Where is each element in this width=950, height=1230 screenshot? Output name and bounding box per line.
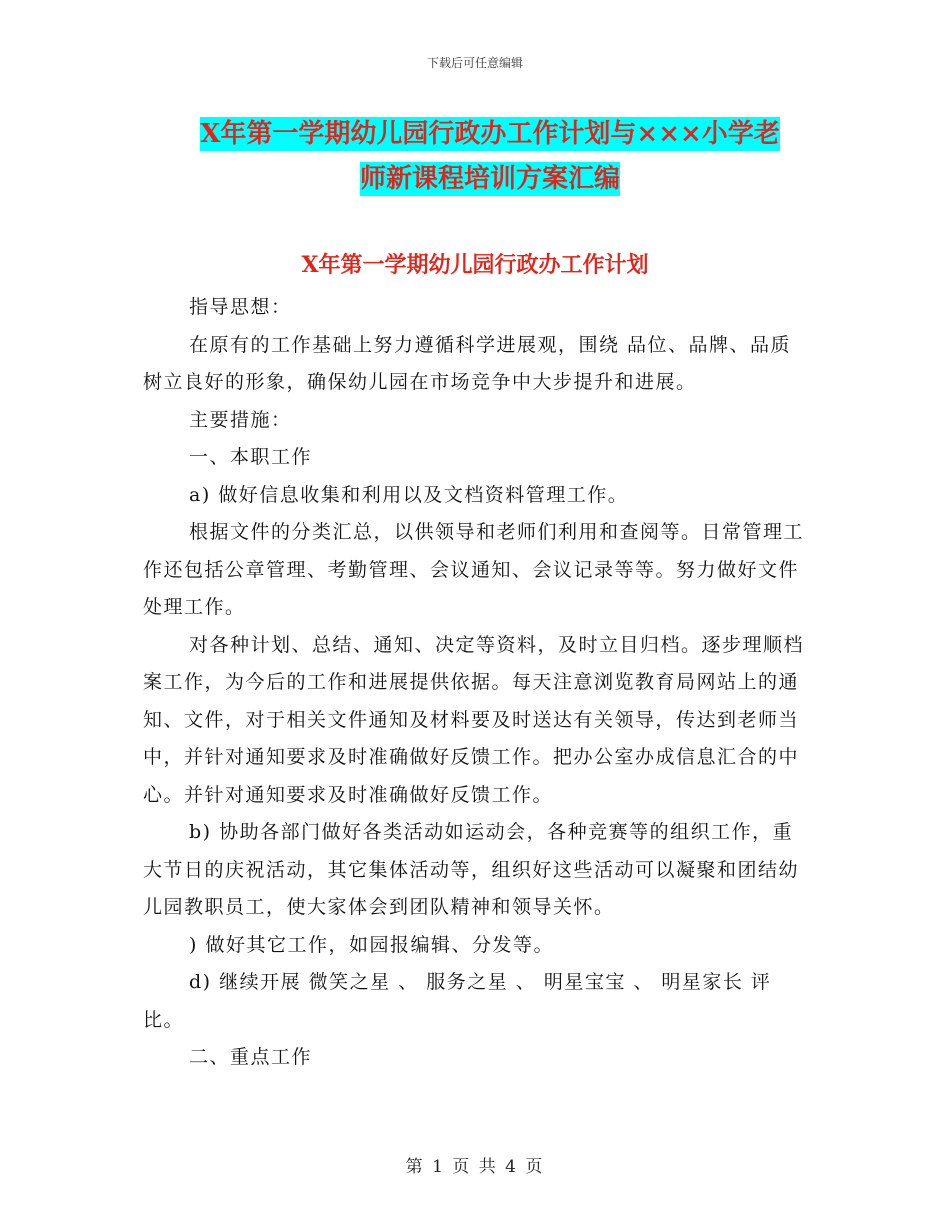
section-title: X年第一学期幼儿园行政办工作计划 [301,252,649,278]
paragraph-section-two: 二、重点工作 [189,1046,313,1068]
page-header-note: 下载后可任意编辑 [426,56,523,70]
document-title [150,112,830,202]
paragraph-item-b: b) 协助各部门做好各类活动如运动会，各种竞赛等的组织工作，重大节日的庆祝活动，其它集体活动等，组织好这些活动可以凝聚和团结幼儿园教职员工，使大家体会到团队精神和领导关怀。 [143,821,800,918]
document-title-line-2: 师新课程培训方案汇编 [359,164,620,194]
paragraph-item-a: a) 做好信息收集和利用以及文档资料管理工作。 [189,483,629,506]
document-body [143,289,807,1077]
paragraph-section-one: 一、本职工作 [189,446,313,468]
paragraph-item-d: d) 继续开展 微笑之星 、 服务之星 、 明星宝宝 、 明星家长 评比。 [143,971,772,1031]
paragraph-measures-heading: 主要措施： [189,408,292,431]
document-title-line-1: X年第一学期幼儿园行政办工作计划与×××小学老 [200,119,780,149]
paragraph-item-c: ) 做好其它工作，如园报编辑、分发等。 [189,933,554,956]
paragraph-filing: 根据文件的分类汇总，以供领导和老师们利用和查阅等。日常管理工作还包括公章管理、考勤管理、会议通知、会议记录等等。努力做好文件处理工作。 [143,521,805,618]
paragraph-guiding-text: 在原有的工作基础上努力遵循科学进展观，围绕 品位、品牌、品质 树立良好的形象，确保幼儿园在市场竞争中大步提升和进展。 [143,333,792,393]
page-footer: 第 1 页 共 4 页 [405,1157,545,1177]
paragraph-guiding-heading: 指导思想： [189,296,292,318]
paragraph-archiving: 对各种计划、总结、通知、决定等资料，及时立目归档。逐步理顺档案工作，为今后的工作和进展提供依据。每天注意浏览教育局网站上的通知、文件，对于相关文件通知及材料要及时送达有关领导，传达到老师当中，并针对通知要求及时准确做好反馈工作。把办公室办成信息汇合的中心。并针对通知要求及时准确做好反馈工作。 [143,633,805,806]
